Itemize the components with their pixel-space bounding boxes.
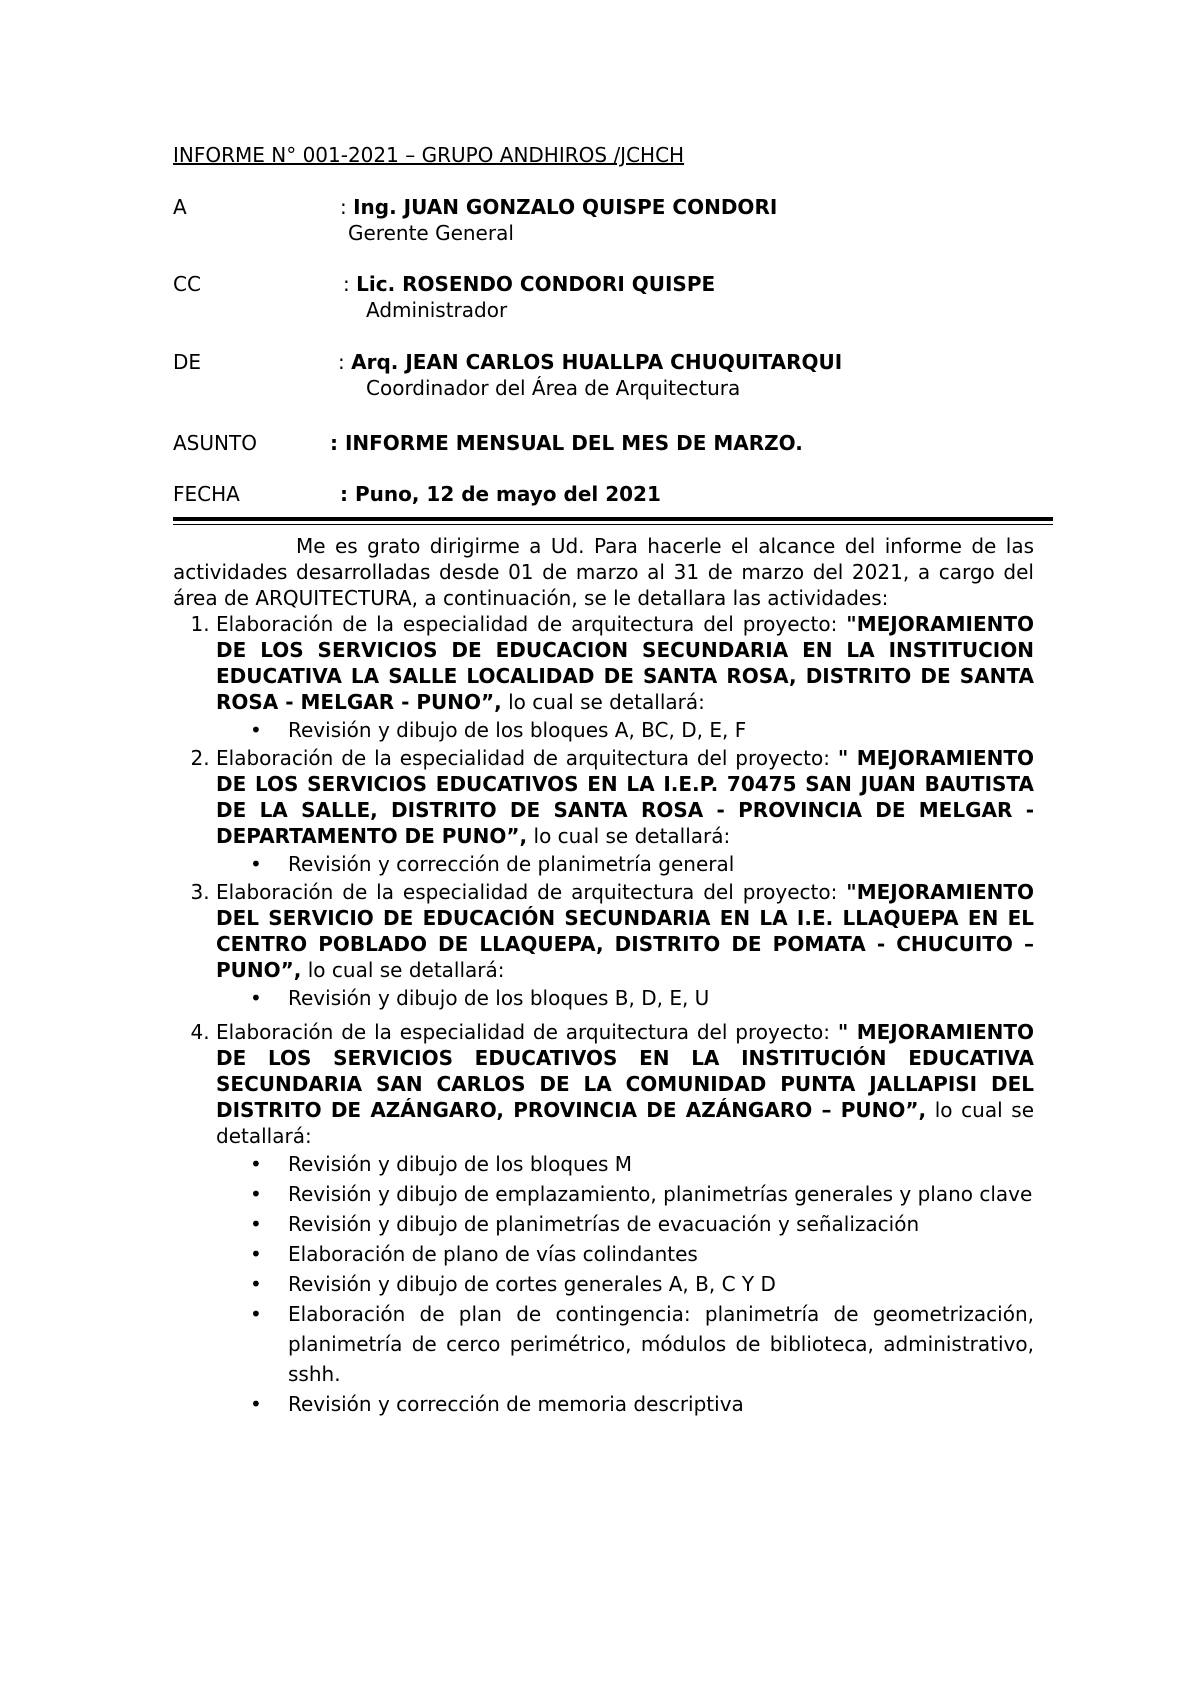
activity-subtasks: [216, 849, 1034, 879]
sender-label: DE: [173, 350, 202, 374]
report-body: [173, 533, 1034, 1419]
subject-label: ASUNTO: [173, 431, 257, 455]
list-item: • Elaboración de plano de vías colindantes: [288, 1239, 1034, 1269]
activity-item: 4. Elaboración de la especialidad de arquitectura del proyecto: " MEJORAMIENTO DE LOS SERVICIOS EDUCATIVOS EN LA INSTITUCIÓN EDUCATIVA SECUNDARIA SAN CARLOS DE LA COMUNIDAD PUNTA JALLAPISI DEL DISTRITO DE AZÁNGARO, PROVINCIA DE AZÁNGARO – PUNO”, lo cual se detallará: • Revisión y dibujo de los bloques M • Revisión y dibujo de emplazamiento, planimetrías generales y plano clave • Revisión y dibujo de planimetrías de evacuación y señalización • Elaboración de plano de vías colindantes • Revisión y dibujo de cortes generales A, B, C Y D • Elaboración de plan de contingencia: planimetría de geometrización, planimetría de cerco perimétrico, módulos de biblioteca, administrativo, sshh. • Revisión y corrección de memoria descriptiva: [216, 1019, 1034, 1419]
sender-name: Arq. JEAN CARLOS HUALLPA CHUQUITARQUI: [351, 350, 843, 374]
report-title: INFORME N° 001-2021 – GRUPO ANDHIROS /JCHCH: [173, 143, 685, 167]
activity-item: 3. Elaboración de la especialidad de arquitectura del proyecto: "MEJORAMIENTO DEL SERVICIO DE EDUCACIÓN SECUNDARIA EN LA I.E. LLAQUEPA EN EL CENTRO POBLADO DE LLAQUEPA, DISTRITO DE POMATA - CHUCUITO – PUNO”, lo cual se detallará: • Revisión y dibujo de los bloques B, D, E, U: [216, 879, 1034, 1013]
recipient-role: Gerente General: [348, 221, 514, 245]
sender-role: Coordinador del Área de Arquitectura: [366, 376, 741, 400]
date-text: : Puno, 12 de mayo del 2021: [340, 482, 661, 506]
list-item: • Revisión y corrección de memoria descriptiva: [288, 1389, 1034, 1419]
list-item: • Revisión y dibujo de los bloques B, D, E, U: [288, 983, 1034, 1013]
sender-value: : Arq. JEAN CARLOS HUALLPA CHUQUITARQUI: [338, 350, 843, 374]
activity-subtasks: [216, 1149, 1034, 1419]
activity-item: 1. Elaboración de la especialidad de arquitectura del proyecto: "MEJORAMIENTO DE LOS SERVICIOS DE EDUCACION SECUNDARIA EN LA INSTITUCION EDUCATIVA LA SALLE LOCALIDAD DE SANTA ROSA, DISTRITO DE SANTA ROSA - MELGAR - PUNO”, lo cual se detallará: • Revisión y dibujo de los bloques A, BC, D, E, F: [216, 611, 1034, 745]
activity-subtasks: [216, 983, 1034, 1013]
cc-label: CC: [173, 272, 201, 296]
list-item: • Revisión y dibujo de planimetrías de evacuación y señalización: [288, 1209, 1034, 1239]
list-item: • Revisión y dibujo de emplazamiento, planimetrías generales y plano clave: [288, 1179, 1034, 1209]
project-name: " MEJORAMIENTO DE LOS SERVICIOS EDUCATIVOS EN LA INSTITUCIÓN EDUCATIVA SECUNDARIA SAN CARLOS DE LA COMUNIDAD PUNTA JALLAPISI DEL DISTRITO DE AZÁNGARO, PROVINCIA DE AZÁNGARO – PUNO”,: [216, 1020, 1034, 1122]
subject-text: : INFORME MENSUAL DEL MES DE MARZO.: [330, 431, 803, 455]
recipient-value: : Ing. JUAN GONZALO QUISPE CONDORI: [340, 195, 778, 219]
list-item: • Revisión y dibujo de cortes generales A, B, C Y D: [288, 1269, 1034, 1299]
list-item: • Revisión y dibujo de los bloques M: [288, 1149, 1034, 1179]
recipient-label: A: [173, 195, 187, 219]
project-name: " MEJORAMIENTO DE LOS SERVICIOS EDUCATIVOS EN LA I.E.P. 70475 SAN JUAN BAUTISTA DE LA SALLE, DISTRITO DE SANTA ROSA - PROVINCIA DE MELGAR - DEPARTAMENTO DE PUNO”,: [216, 746, 1034, 848]
header-divider-thick: [173, 517, 1053, 521]
cc-value: : Lic. ROSENDO CONDORI QUISPE: [343, 272, 716, 296]
cc-role: Administrador: [366, 298, 508, 322]
list-item: • Revisión y dibujo de los bloques A, BC, D, E, F: [288, 715, 1034, 745]
intro-paragraph: Me es grato dirigirme a Ud. Para hacerle el alcance del informe de las actividades desarrolladas desde 01 de marzo al 31 de marzo del 2021, a cargo del área de ARQUITECTURA, a continuación, se le detallara las actividades:: [173, 534, 1034, 610]
date-label: FECHA: [173, 482, 240, 506]
header-divider-thin: [173, 524, 1053, 525]
list-item: • Revisión y corrección de planimetría general: [288, 849, 1034, 879]
activity-subtasks: [216, 715, 1034, 745]
activities-list: [173, 611, 1034, 1419]
cc-name: Lic. ROSENDO CONDORI QUISPE: [356, 272, 716, 296]
project-name: "MEJORAMIENTO DEL SERVICIO DE EDUCACIÓN SECUNDARIA EN LA I.E. LLAQUEPA EN EL CENTRO POBLADO DE LLAQUEPA, DISTRITO DE POMATA - CHUCUITO – PUNO”,: [216, 880, 1034, 982]
project-name: "MEJORAMIENTO DE LOS SERVICIOS DE EDUCACION SECUNDARIA EN LA INSTITUCION EDUCATIVA LA SALLE LOCALIDAD DE SANTA ROSA, DISTRITO DE SANTA ROSA - MELGAR - PUNO”,: [216, 612, 1034, 714]
list-item: • Elaboración de plan de contingencia: planimetría de geometrización, planimetría de cerco perimétrico, módulos de biblioteca, administrativo, sshh.: [288, 1299, 1034, 1389]
activity-item: 2. Elaboración de la especialidad de arquitectura del proyecto: " MEJORAMIENTO DE LOS SERVICIOS EDUCATIVOS EN LA I.E.P. 70475 SAN JUAN BAUTISTA DE LA SALLE, DISTRITO DE SANTA ROSA - PROVINCIA DE MELGAR - DEPARTAMENTO DE PUNO”, lo cual se detallará: • Revisión y corrección de planimetría general: [216, 745, 1034, 879]
recipient-name: Ing. JUAN GONZALO QUISPE CONDORI: [353, 195, 778, 219]
